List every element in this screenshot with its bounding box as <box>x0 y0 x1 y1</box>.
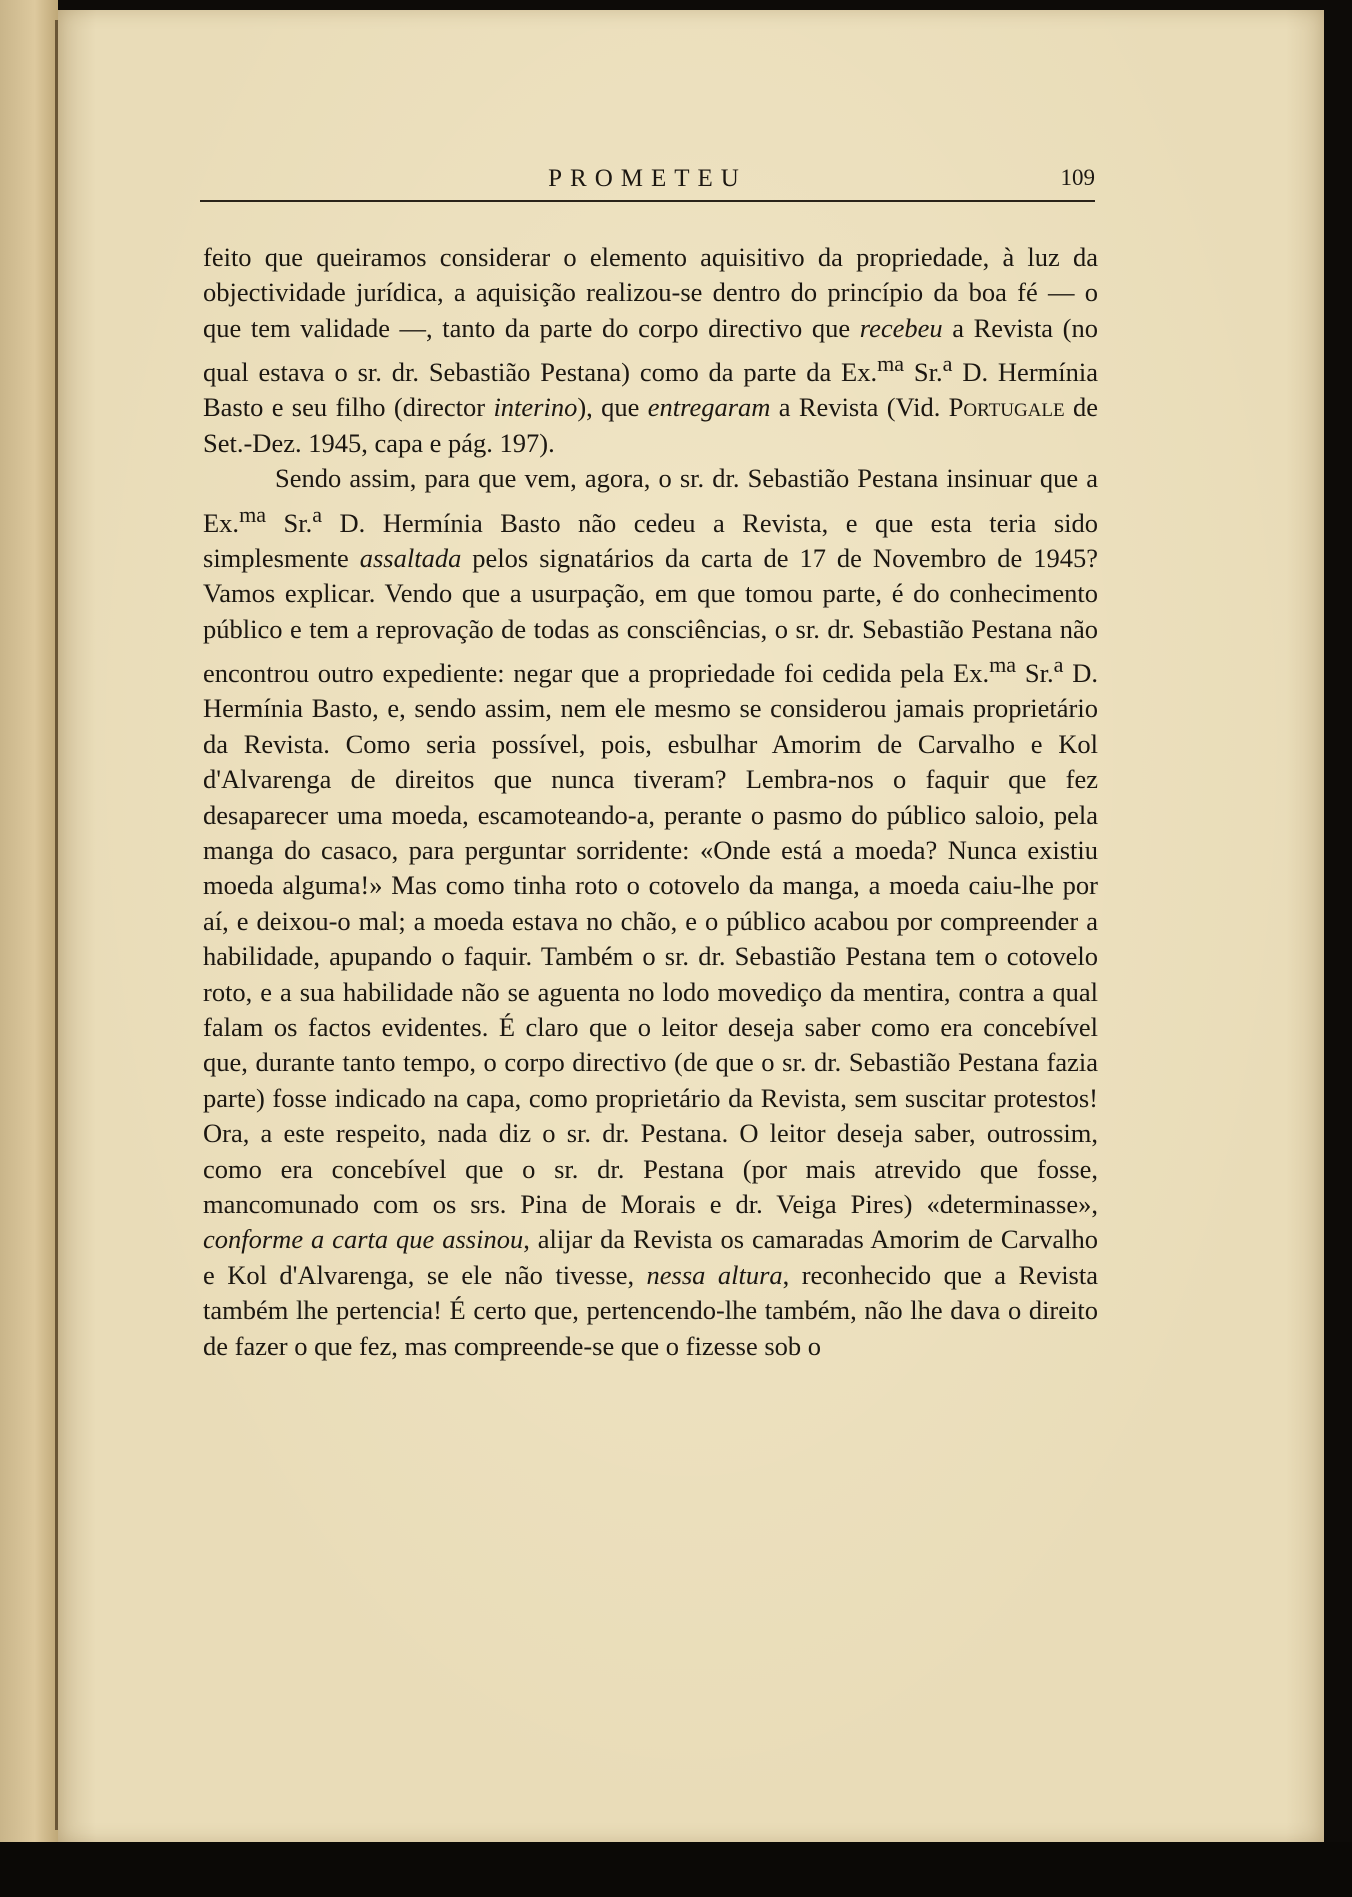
text-run: D. Hermínia Basto, e, sendo assim, nem ele mesmo se considerou jamais proprietário da Revista. Como seria possível, pois, esbulhar Amorim de Carvalho e Kol d'Alvarenga de direitos que nunca tiveram? Lembra-nos o faquir que fez desaparecer uma moeda, escamoteando-a, perante o pasmo do público saloio, pela manga do casaco, para perguntar sorridente: «Onde está a moeda? Nunca existiu moeda alguma!» Mas como tinha roto o cotovelo da manga, a moeda caiu-lhe por aí, e deixou-o mal; a moeda estava no chão, e o público acabou por compreender a habilidade, apupando o faquir. Também o sr. dr. Sebastião Pestana tem o cotovelo roto, e a sua habilidade não se aguenta no lodo movediço da mentira, contra a qual falam os factos evidentes. É claro que o leitor deseja saber como era concebível que, durante tanto tempo, o corpo directivo (de que o sr. dr. Sebastião Pestana fazia parte) fosse indicado na capa, como proprietário da Revista, sem suscitar protestos! Ora, a este respeito, nada diz o sr. dr. Pestana. O leitor deseja saber, outrossim, como era concebível que o sr. dr. Pestana (por mais atrevido que fosse, mancomunado com os srs. Pina de Morais e dr. Veiga Pires) «determinasse», <box>203 657 1098 1220</box>
text-run: Sr. <box>904 357 943 388</box>
italic-run: interino <box>493 392 578 423</box>
italic-run: conforme a carta que assinou <box>203 1224 524 1255</box>
page-header <box>200 165 1095 205</box>
text-run: Sr. <box>1016 657 1054 688</box>
text-run: D. Hermínia Basto e seu filho (director <box>203 357 1098 423</box>
small-caps-run: Portugale <box>948 392 1065 423</box>
paragraph <box>203 240 1098 461</box>
italic-run: assaltada <box>359 542 462 573</box>
header-rule <box>200 200 1095 202</box>
text-run: a Revista (no qual estava o sr. dr. Sebastião Pestana) como da parte da Ex. <box>203 312 1098 388</box>
scanner-background <box>0 1842 1352 1897</box>
paragraph <box>203 461 1098 1364</box>
italic-run: recebeu <box>859 312 943 343</box>
text-run: Sr. <box>266 507 313 538</box>
text-run: , reconhecido que a Revista também lhe pertencia! É certo que, pertencendo-lhe também, não lhe dava o direito de fazer o que fez, mas compreende-se que o fizesse sob o <box>203 1259 1098 1361</box>
superscript: a <box>942 351 953 377</box>
text-run: ), que <box>577 392 648 423</box>
superscript: a <box>1053 652 1064 678</box>
text-run: , alijar da Revista os camaradas Amorim de Carvalho e Kol d'Alvarenga, se ele não tivesse, <box>203 1224 1099 1290</box>
previous-page-edge <box>0 0 58 1897</box>
text-run: feito que queiramos considerar o elemento aquisitivo da propriedade, à luz da objectividade jurídica, a aquisição realizou-se dentro do princípio da boa fé — o que tem validade —, tanto da parte do corpo directivo que <box>203 242 1098 343</box>
superscript: ma <box>877 351 905 377</box>
italic-run: entregaram <box>647 392 771 423</box>
body-text <box>203 240 1098 1364</box>
text-run: pelos signatários da carta de 17 de Novembro de 1945? Vamos explicar. Vendo que a usurpação, em que tomou parte, é do conhecimento público e tem a reprovação de todas as consciências, o sr. dr. Sebastião Pestana não encontrou outro expediente: negar que a propriedade foi cedida pela Ex. <box>203 542 1098 688</box>
page-number: 109 <box>1060 165 1095 190</box>
text-run: a Revista (Vid. <box>770 392 949 423</box>
running-title: PROMETEU <box>548 165 747 192</box>
text-run: de Set.-Dez. 1945, capa e pág. 197). <box>203 392 1099 458</box>
italic-run: nessa altura <box>646 1259 783 1290</box>
superscript: ma <box>989 652 1017 678</box>
superscript: ma <box>239 501 267 527</box>
superscript: a <box>312 501 323 527</box>
text-run: Sendo assim, para que vem, agora, o sr. dr. Sebastião Pestana insinuar que a Ex. <box>203 463 1098 538</box>
text-run: D. Hermínia Basto não cedeu a Revista, e que esta teria sido simplesmente <box>203 507 1099 573</box>
